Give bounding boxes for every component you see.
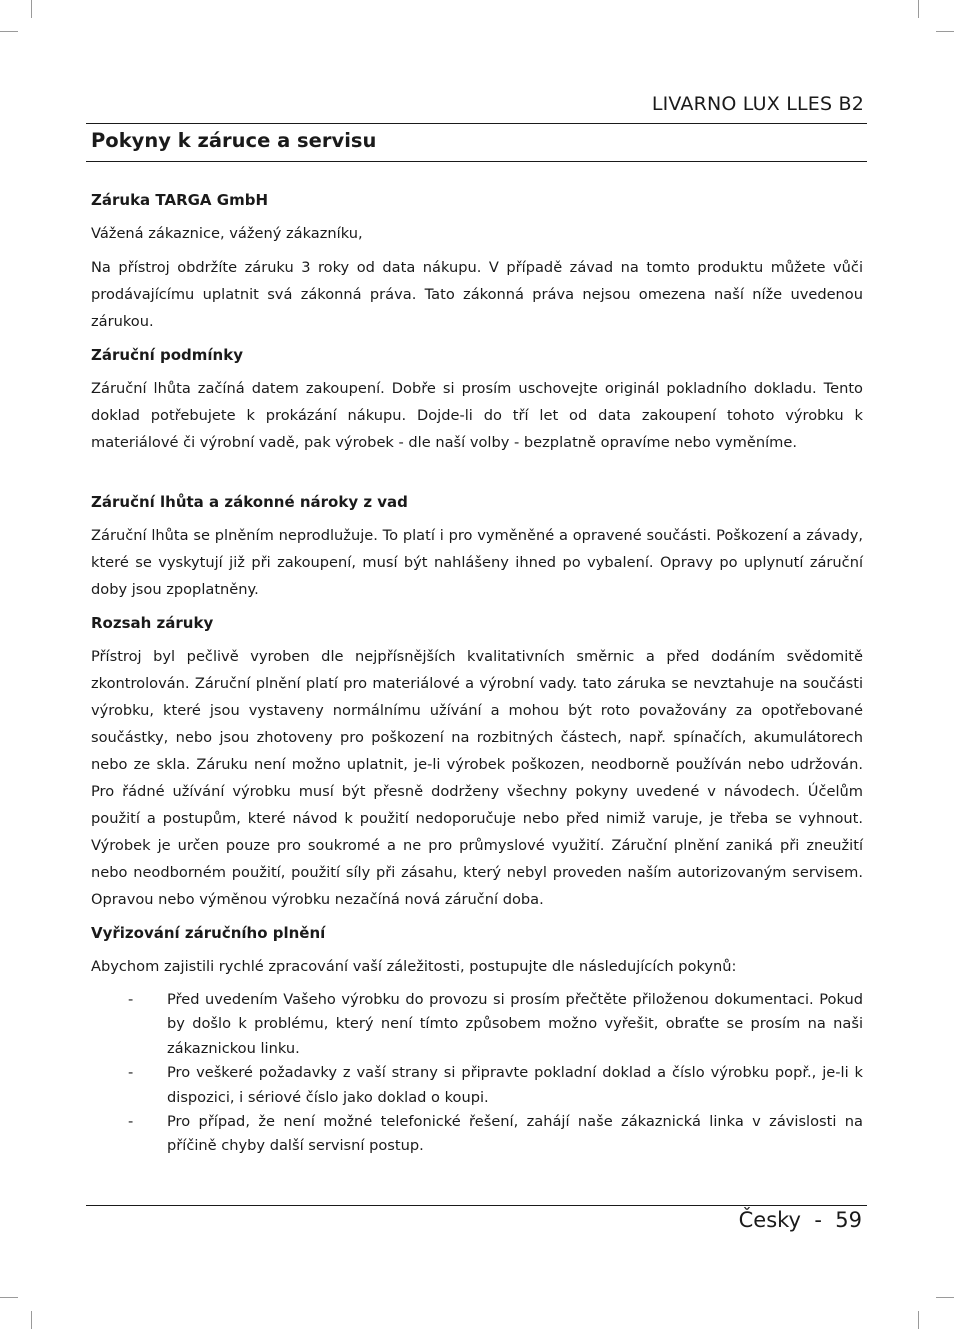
bullet-list <box>91 988 863 1159</box>
crop-mark <box>936 1297 954 1298</box>
section-heading: Vyřizování záručního plnění <box>91 924 326 942</box>
crop-mark <box>918 1311 919 1329</box>
list-item <box>91 1110 863 1159</box>
paragraph: Přístroj byl pečlivě vyroben dle nejpřísnějších kvalitativních směrnic a před dodáním svědomitě zkontrolován. Záruční plnění platí pro materiálové a výrobní vady. tato záruka se nevztahuje na součásti výrobku, které jsou vystaveny normálnímu užívání a mohou být roto považovány za opotřebované součástky, nebo jsou zhotoveny pro poškození na rozbitných částech, např. spínačích, akumulátorech nebo ze skla. Záruku není možno uplatnit, je-li výrobek poškozen, neodborně používán nebo udržován. Pro řádné užívání výrobku musí být přesně dodrženy všechny pokyny uvedené v návodech. Účelům použití a postupům, které návod k použití nedoporučuje nebo před nimiž varuje, je třeba se vyhnout. Výrobek je určen pouze pro soukromé a ne pro průmyslové využití. Záruční plnění zaniká při zneužití nebo neodborném použití, použití síly při zásahu, který nebyl proveden naším autorizovaným servisem. Opravou nebo výměnou výrobku nezačíná nová záruční doba. <box>91 648 863 908</box>
list-item-text: Pro veškeré požadavky z vaší strany si připravte pokladní doklad a číslo výrobku popř., je-li k dispozici, i sériové číslo jako doklad o koupi. <box>167 1064 863 1106</box>
bullet-dash: - <box>128 1113 134 1131</box>
paragraph: Na přístroj obdržíte záruku 3 roky od data nákupu. V případě závad na tomto produktu můžete vůči prodávajícímu uplatnit svá zákonná práva. Tato zákonná práva nejsou omezena naší níže uvedenou zárukou. <box>91 259 863 330</box>
section-heading: Záruční podmínky <box>91 346 243 364</box>
bullet-dash: - <box>128 1064 134 1082</box>
page-title: Pokyny k záruce a servisu <box>91 129 377 152</box>
spacer <box>91 463 863 489</box>
crop-mark <box>31 0 32 18</box>
section-heading: Rozsah záruky <box>91 614 214 632</box>
footer-page-number <box>739 1208 862 1232</box>
paragraph: Vážená zákaznice, vážený zákazníku, <box>91 225 363 242</box>
footer-rule <box>86 1205 867 1206</box>
paragraph: Záruční lhůta se plněním neprodlužuje. To platí i pro vyměněné a opravené součásti. Poškození a závady, které se vyskytují již při zakoupení, musí být nahlášeny ihned po vybalení. Opravy po uplynutí záruční doby jsou zpoplatněny. <box>91 527 863 598</box>
document-body <box>91 187 863 1159</box>
section-heading: Záruční lhůta a zákonné nároky z vad <box>91 493 408 511</box>
crop-mark <box>936 31 954 32</box>
crop-mark <box>0 31 18 32</box>
list-item <box>91 988 863 1061</box>
list-item-text: Pro případ, že není možné telefonické řešení, zahájí naše zákaznická linka v závislosti na příčině chyby další servisní postup. <box>167 1113 863 1155</box>
crop-mark <box>918 0 919 18</box>
list-item <box>91 1061 863 1110</box>
section-heading: Záruka TARGA GmbH <box>91 191 268 209</box>
footer-page-label: Česky - 59 <box>738 1208 862 1232</box>
header-rule <box>86 123 867 124</box>
paragraph: Abychom zajistili rychlé zpracování vaší záležitosti, postupujte dle následujících pokynů: <box>91 958 737 975</box>
crop-mark <box>31 1311 32 1329</box>
header-product-name: LIVARNO LUX LLES B2 <box>651 93 864 115</box>
paragraph: Záruční lhůta začíná datem zakoupení. Dobře si prosím uschovejte originál pokladního dokladu. Tento doklad potřebujete k prokázání nákupu. Dojde-li do tří let od data zakoupení tohoto výrobku k materiálové či výrobní vadě, pak výrobek - dle naší volby - bezplatně opravíme nebo vyměníme. <box>91 380 863 451</box>
crop-mark <box>0 1297 18 1298</box>
list-item-text: Před uvedením Vašeho výrobku do provozu si prosím přečtěte přiloženou dokumentaci. Pokud by došlo k problému, který není tímto způsobem možno vyřešit, obraťte se prosím na naši zákaznickou linku. <box>167 991 863 1057</box>
bullet-dash: - <box>128 991 134 1008</box>
title-rule <box>86 161 867 162</box>
